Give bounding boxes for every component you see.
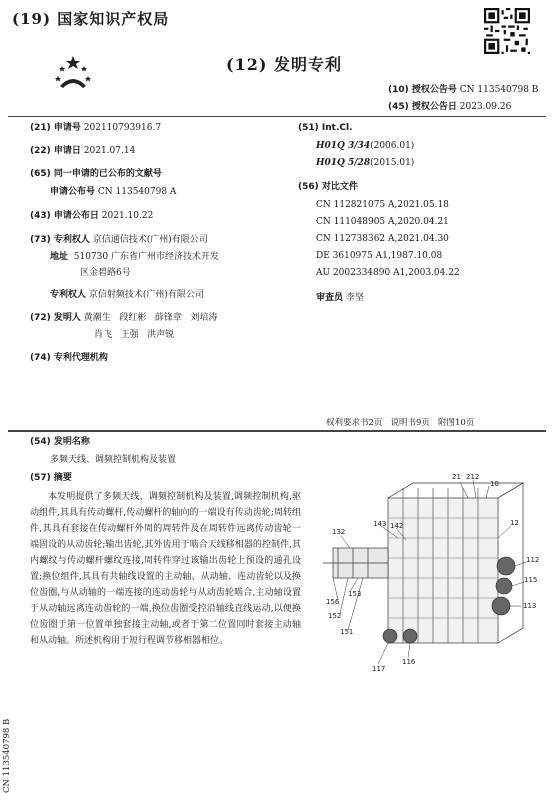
grant-pub-no-label: (10) 授权公告号 [388,85,457,95]
drawing-label: 153 [348,590,362,598]
abstract-text: 本发明提供了多频天线、调频控制机构及装置,调频控制机构,驱动组件,其具有传动螺杆,传动螺杆的轴向的一端设有传动齿轮;周转组件,其具有套接在传动螺杆外周的周转件及在周转件远离传动齿轮一端固设的从动齿轮;输出齿轮,其外齿用于啮合天线移相器的控制件,其内螺纹与传动螺杆螺纹连接,周转件穿过该输出齿轮上预设的通孔设置;换位组件,其具有共轴线设置的主动轴、从动轴、连动齿轮以及换位齿圈,与从动轴的一端连接的连动齿轮与从动齿轮啮合,主动轴设置于从动轴远离连动齿轮的一端,换位齿圈受控沿轴线直线运动,以便换位齿圈于第一位置单独套接主动轴,或者于第二位置同时套接主动轴和从动轴。所述机构用于短行程调节移相器相位。 [30,492,301,646]
drawing-label: 152 [328,612,342,620]
drawing-label: 143 [373,520,387,528]
title-label: (54) 发明名称 [30,437,90,447]
address-line-2: 区金碧路6号 [80,268,131,278]
ipc-1: H01Q 3/34 [316,141,371,151]
section-divider [8,430,546,432]
address-label: 地址 [50,252,69,262]
drawing-label: 151 [340,628,354,636]
mechanism-drawing [318,468,544,678]
drawing-label: 142 [390,522,404,530]
drawing-label: 117 [372,665,386,673]
ipc-1-version: (2006.01) [370,141,415,151]
inventors-line-2: 肖飞 王强 洪声锐 [94,330,175,340]
address-line-1: 510730 广东省广州市经济技术开发 [73,252,219,262]
owner-1: 京信通信技术(广州)有限公司 [92,235,208,245]
prior-label: (65) 同一申请的已公布的文献号 [30,169,162,179]
inventors-line-1: 黄潮生 段红彬 薛锋章 刘培涛 [83,313,218,323]
ipc-2: H01Q 5/28 [316,158,371,168]
agency-label: (74) 专利代理机构 [30,353,108,363]
app-no-label: (21) 申请号 [30,123,81,133]
examiner: 李坚 [345,293,364,303]
cited-label: (56) 对比文件 [298,182,358,192]
drawing-label: 116 [402,658,416,666]
grant-pub-date: 2023.09.26 [459,102,512,112]
pub-date: 2021.10.22 [101,211,154,221]
drawing-label: 156 [326,598,340,606]
app-date: 2021.07.14 [83,146,136,156]
ipc-label: (51) Int.Cl. [298,123,353,133]
drawing-label: 115 [524,576,538,584]
ipc-2-version: (2015.01) [370,158,415,168]
drawing-label: 113 [523,602,537,610]
cited-item: CN 112821075 A,2021.05.18 [316,200,449,210]
cited-item: CN 111048905 A,2020.04.21 [316,217,449,227]
office-name: (19) 国家知识产权局 [12,10,170,28]
drawing-label: 112 [526,556,540,564]
abstract-label: (57) 摘要 [30,473,72,483]
drawing-label: 12 [510,519,519,527]
app-no: 202110793916.7 [83,123,162,133]
inventor-label: (72) 发明人 [30,313,81,323]
header-divider [8,116,546,117]
app-date-label: (22) 申请日 [30,146,81,156]
cnipa-logo [50,54,96,94]
side-pub-number: CN 113540798 B [2,718,12,793]
page-counts: 权利要求书2页 说明书9页 附图10页 [326,418,475,428]
cited-item: AU 2002334890 A1,2003.04.22 [316,268,460,278]
grant-pub-date-label: (45) 授权公告日 [388,102,457,112]
owner-label: (73) 专利权人 [30,235,90,245]
drawing-label: 212 [466,473,480,481]
cited-item: CN 112738362 A,2021.04.30 [316,234,449,244]
examiner-label: 审查员 [316,293,344,303]
qr-code [484,8,530,54]
document-type: (12) 发明专利 [226,55,342,74]
invention-title: 多频天线、调频控制机构及装置 [50,455,177,465]
prior-pub: CN 113540798 A [97,187,177,197]
grant-pub-no: CN 113540798 B [459,85,539,95]
drawing-label: 132 [332,528,346,536]
cited-item: DE 3610975 A1,1987.10.08 [316,251,443,261]
owner-2: 京信射频技术(广州)有限公司 [88,290,204,300]
prior-pub-label: 申请公布号 [50,187,96,197]
drawing-label: 21 [452,473,461,481]
drawing-label: 10 [490,480,499,488]
pub-date-label: (43) 申请公布日 [30,211,99,221]
owner-2-label: 专利权人 [50,290,87,300]
